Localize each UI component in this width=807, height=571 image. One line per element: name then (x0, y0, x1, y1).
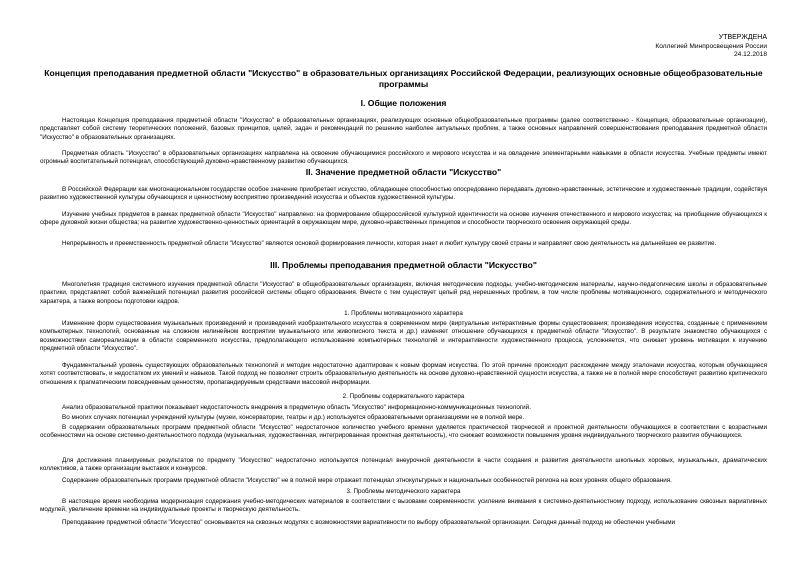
section-3-paragraph-1: Многолетняя традиция системного изучения предметной области "Искусство" в общеобразовательных организациях, включая методические подходы, учебно-методические материалы, научно-педагогические школы и образовательные практики, представляет собой важнейший потенциал развития российской системы общего образования. Вместе с тем существует целый ряд нерешенных проблем, в том числе проблемы мотивационного, содержательного и методического характера, а также вопросы подготовки кадров. (40, 281, 767, 305)
section-3-paragraph-4: Анализ образовательной практики показывает недостаточность внедрения в предметную область "Искусство" информационно-коммуникационных технологий. (62, 404, 531, 411)
section-3-paragraph-9: В настоящее время необходима модернизация содержания учебно-методических материалов в соответствии с вызовами современности: усиление внимания к системно-деятельностному подходу, использование сквозных вариативных модулей, увеличение времени на индивидуальные проекты и творческую деятельность. (40, 498, 767, 514)
section-2-paragraph-2: Изучение учебных предметов в рамках предметной области "Искусство" направлено: на формирование общероссийской культурной идентичности на основе изучения отечественного и мирового искусства; на приобщение обучающихся к сфере духовной жизни общества; на развитие художественно-ценностных ориентаций в окружающем мире, духовно-нравственных принципов и способности творческого освоения окружающей среды. (40, 211, 767, 227)
approval-title: УТВЕРЖДЕНА (718, 34, 767, 41)
approval-block (655, 34, 767, 60)
section-3-paragraph-3: Фундаментальный уровень существующих образовательных технологий и методик недостаточно адаптирован к новым формам искусства. По этой причине происходит расхождение между эталонами искусства, которым обучающиеся хотят соответствовать, и недостатком их умений и навыков. Такой подход не позволяет строить образовательную деятельность на основе духовно-нравственной сущности искусства, а также не в полной мере способствует развитию критического отношения к прагматическим повседневным ценностям, пропагандируемым средствами массовой информации. (40, 362, 767, 386)
subsection-1-heading: 1. Проблемы мотивационного характера (344, 310, 463, 317)
section-3-paragraph-6: В содержании образовательных программ предметной области "Искусство" недостаточное количество учебного времени уделяется практической творческой и проектной деятельности обучающихся в соответствии с возрастными особенностями на основе системно-деятельностного подхода (музыкальная, художественная, интегрированная проектная деятельность), что снижает возможности повышения уровня индивидуального творческого развития обучающихся. (40, 424, 767, 440)
approval-body: Коллегией Минпросвещения России (655, 42, 767, 50)
section-1-paragraph-2: Предметная область "Искусство" в образовательных организациях направлена на освоение обучающимися российского и мирового искусства и на овладение элементарными навыками в области искусства. Учебные предметы имеют огромный воспитательный потенциал, способствующий духовно-нравственному развитию обучающихся. (40, 150, 767, 166)
approval-date: 24.12.2018 (733, 51, 767, 59)
section-3-paragraph-8: Содержание образовательных программ предметной области "Искусство" не в полной мере отражает потенциал этнокультурных и национальных особенностей региона на всех уровнях общего образования. (62, 477, 672, 484)
section-3-paragraph-7: Для достижения планируемых результатов по предмету "Искусство" недостаточно используется потенциал внеурочной деятельности в части создания и развития деятельности школьных хоровых, музыкальных, драматических коллективов, а также организации выставок и конкурсов. (40, 457, 767, 473)
section-2-paragraph-3: Непрерывность и преемственность предметной области "Искусство" являются основой формирования личности, которая знает и любит культуру своей страны и направляет свою деятельность на дальнейшее ее развитие. (62, 240, 717, 247)
section-1-paragraph-1: Настоящая Концепция преподавания предметной области "Искусство" в образовательных организациях, реализующих основные общеобразовательные программы (далее соответственно - Концепция, образовательные организации), представляет собой систему теоретических положений, базовых принципов, целей, задач и рекомендаций по решению наиболее актуальных проблем, а также основных направлений совершенствования преподавания предметной области "Искусство" в образовательных организациях. (40, 117, 767, 141)
section-3-paragraph-2: Изменение форм существования музыкальных произведений и произведений изобразительного искусства в современном мире (виртуальные интерактивные формы существования; произведения искусства, созданные с применением компьютерных технологий, основанные на сложном нелинейном восприятии музыкального или живописного текста и др.) изменяет отношение обучающихся к предметной области "Искусство". В результате знакомство обучающихся с возможностями самореализации в области современного искусства, предполагающего использование компьютерных технологий и интерактивности художественного процесса, усложняется, что снижает уровень мотивации к изучению предметной области "Искусство". (40, 320, 767, 353)
subsection-3-heading: 3. Проблемы методического характера (346, 488, 461, 495)
section-3-heading: III. Проблемы преподавания предметной области "Искусство" (270, 260, 537, 270)
subsection-2-heading: 2. Проблемы содержательного характера (342, 393, 465, 400)
section-2-heading: II. Значение предметной области "Искусство" (305, 167, 502, 177)
section-3-paragraph-5: Во многих случаях потенциал учреждений культуры (музеи, консерватории, театры и др.) используется образовательными организациями не в полной мере. (62, 414, 525, 421)
section-2-paragraph-1: В Российской Федерации как многонациональном государстве особое значение приобретает искусство, обладающее способностью опосредованно передавать духовно-нравственные, эстетические и художественные традиции, содействуя развитию художественной культуры обучающихся и ценностному восприятию произведений искусства и объектов художественной культуры. (40, 186, 767, 202)
document-title: Концепция преподавания предметной области "Искусство" в образовательных организациях Российской Федерации, реализующих основные общеобразовательные программы (44, 68, 763, 89)
section-1-heading: I. Общие положения (360, 98, 447, 108)
section-3-paragraph-10: Преподавание предметной области "Искусство" основывается на сквозных модулях с возможностями вариативности по выбору образовательной организации. Сегодня данный подход не обеспечен учебными (62, 519, 676, 526)
